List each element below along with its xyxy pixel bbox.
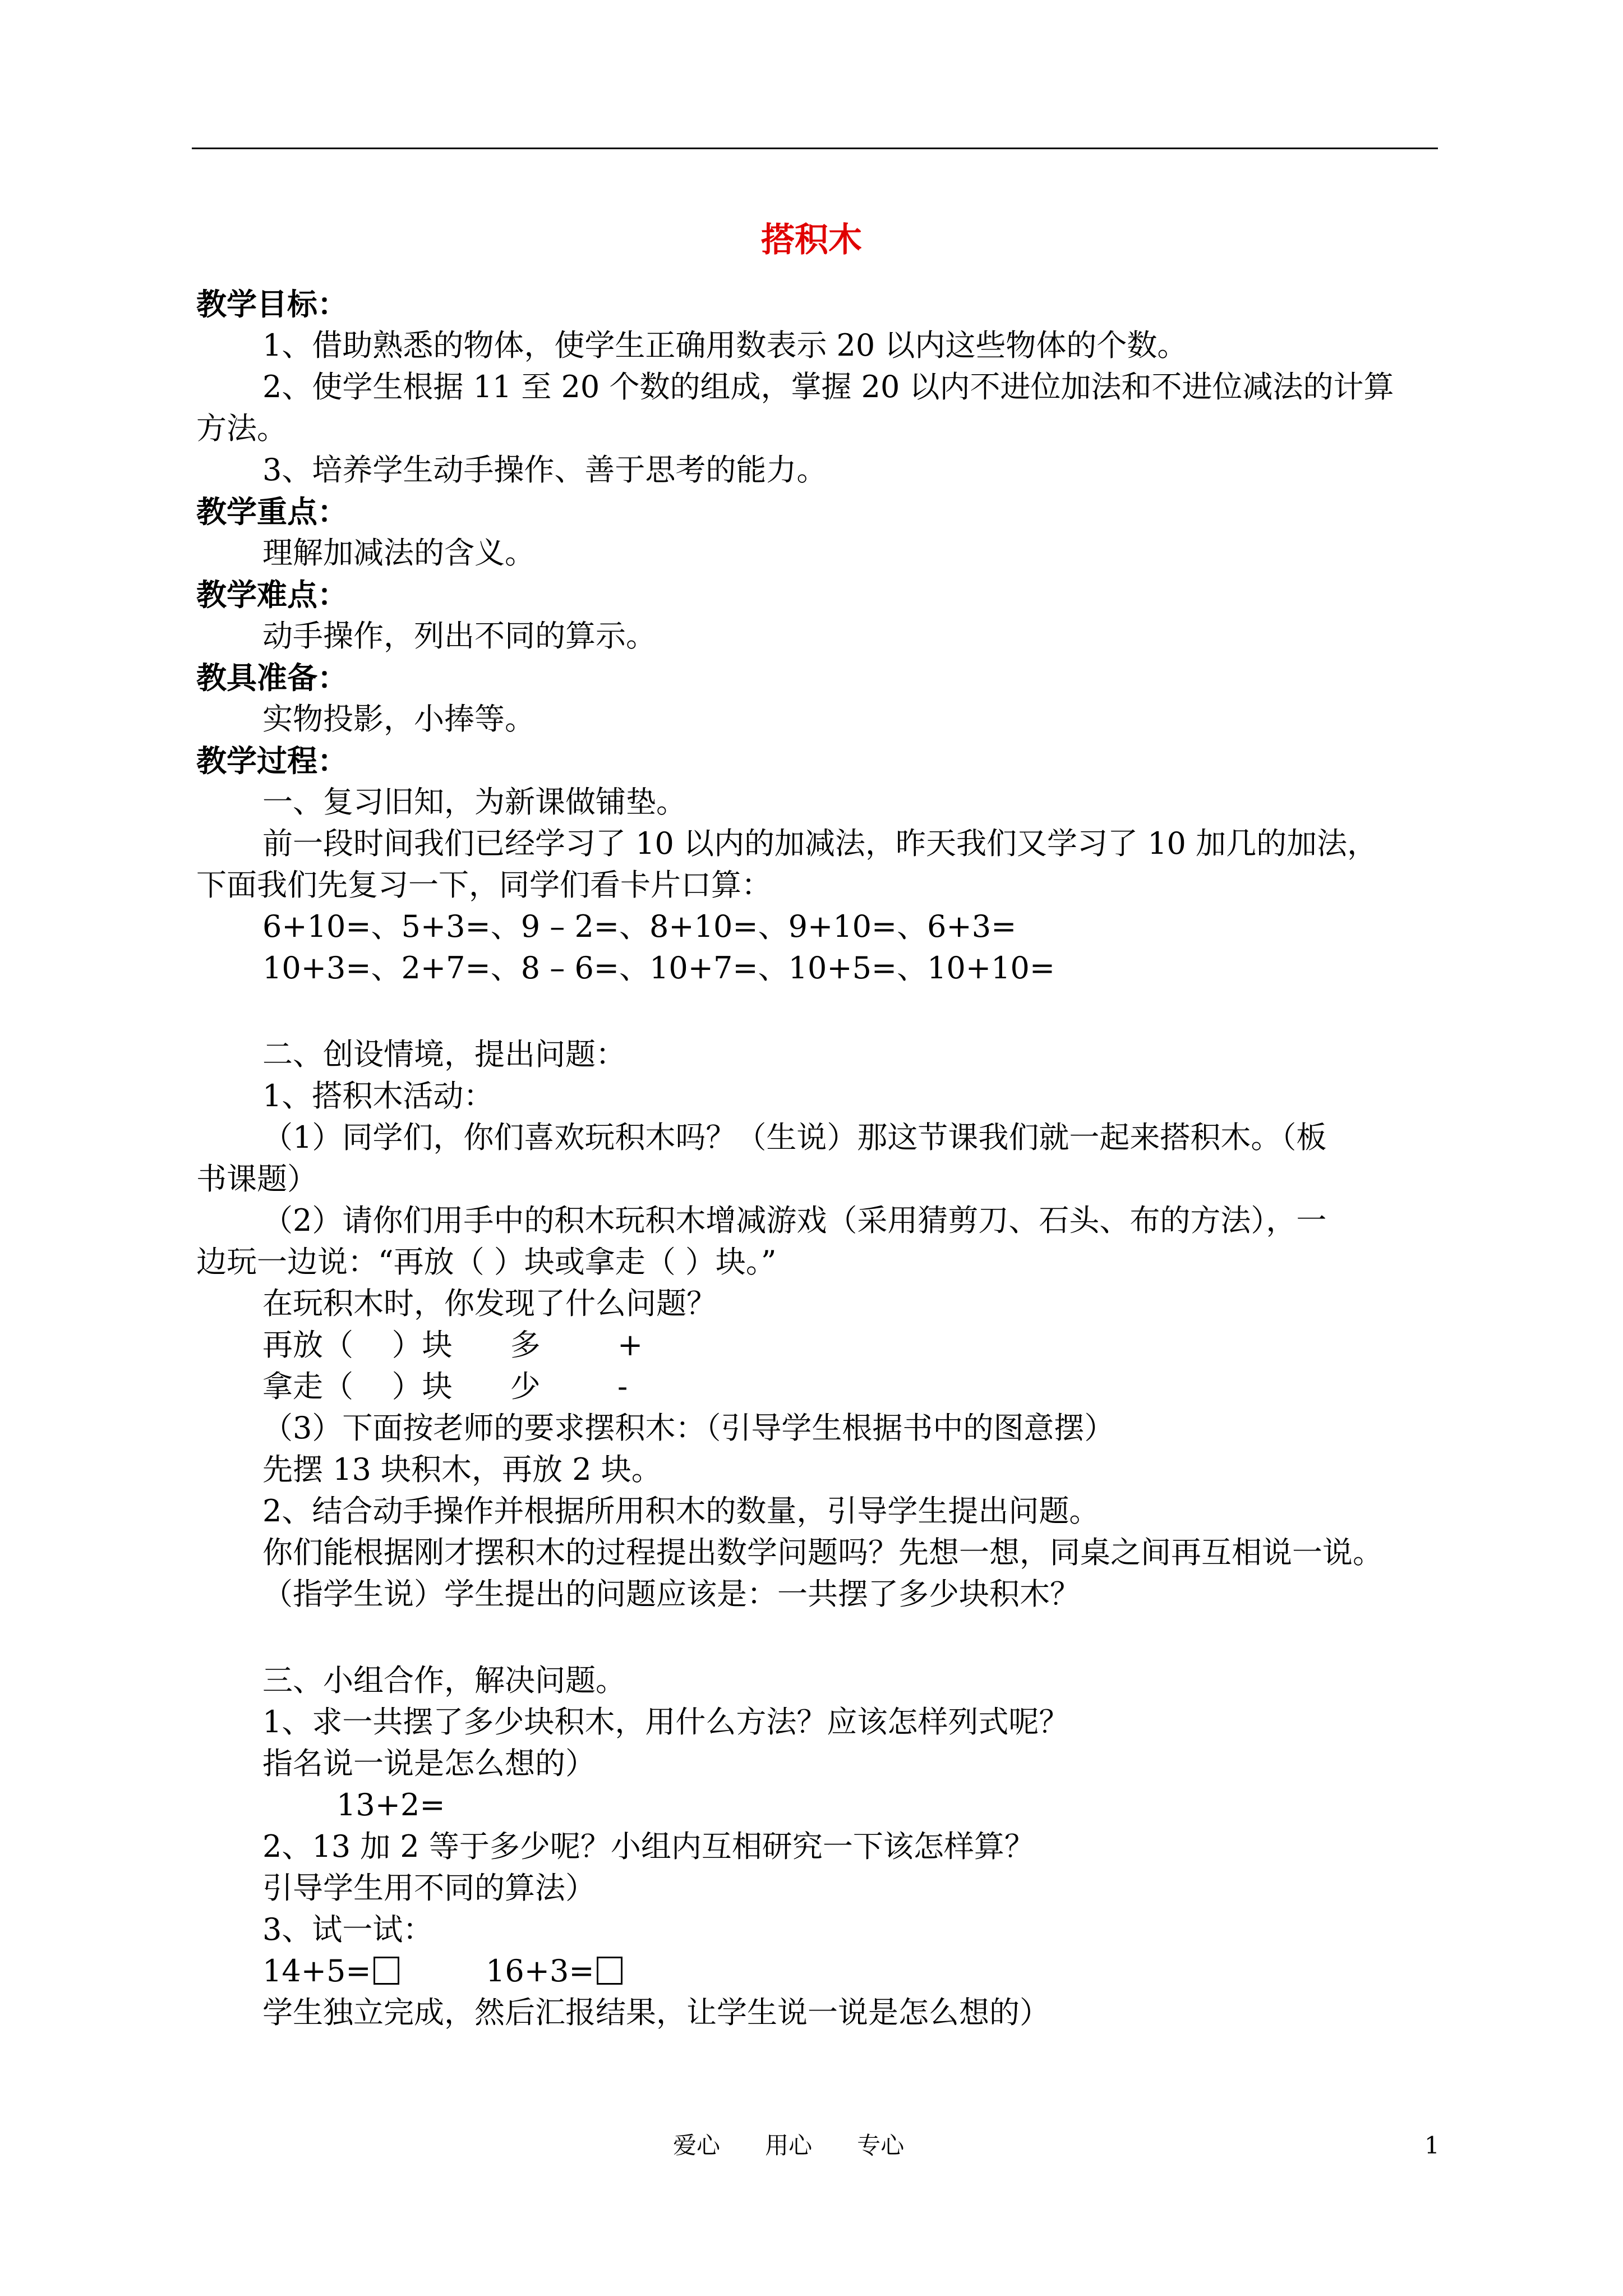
- goal-item: 3、培养学生动手操作、善于思考的能力。: [262, 452, 827, 487]
- paragraph-line: 下面我们先复习一下，同学们看卡片口算：: [196, 867, 772, 903]
- equation: 16+3=: [486, 1953, 594, 1989]
- header-rule: [192, 148, 1438, 149]
- equation: 14+5=: [262, 1953, 371, 1989]
- paragraph-line: 学生独立完成，然后汇报结果，让学生说一说是怎么想的）: [262, 1995, 1050, 2030]
- comparison-row: [196, 1366, 1447, 1407]
- sub-step: 1、求一共摆了多少块积木，用什么方法？应该怎样列式呢？: [262, 1704, 1069, 1740]
- document-body: [196, 283, 1447, 2033]
- comparison-sign: -: [617, 1369, 628, 1404]
- difficulty-text: 动手操作，列出不同的算示。: [262, 618, 656, 654]
- tools-text: 实物投影，小捧等。: [262, 701, 535, 737]
- paragraph-line: （指学生说）学生提出的问题应该是：一共摆了多少块积木？: [262, 1576, 1080, 1612]
- paragraph-line: 在玩积木时，你发现了什么问题？: [262, 1286, 717, 1321]
- comparison-action: 再放（ ）块: [262, 1327, 453, 1363]
- paragraph-line: （3）下面按老师的要求摆积木：（引导学生根据书中的图意摆）: [262, 1410, 1115, 1446]
- paragraph-line: 前一段时间我们已经学习了 10 以内的加减法，昨天我们又学习了 10 加几的加法，: [262, 826, 1378, 861]
- answer-box: [597, 1957, 623, 1985]
- paragraph-line: 边玩一边说：“再放（ ）块或拿走（ ）块。”: [196, 1244, 777, 1280]
- tools-heading: 教具准备：: [196, 660, 348, 696]
- paragraph-line: 引导学生用不同的算法）: [262, 1870, 596, 1906]
- key-heading: 教学重点：: [196, 494, 348, 530]
- difficulty-heading: 教学难点：: [196, 577, 348, 613]
- sub-step: 2、结合动手操作并根据所用积木的数量，引导学生提出问题。: [262, 1493, 1100, 1529]
- footer-motto: 爱心 用心 专心: [673, 2132, 905, 2159]
- comparison-word: 少: [510, 1369, 541, 1404]
- answer-box: [374, 1957, 399, 1985]
- paragraph-line: 指名说一说是怎么想的）: [262, 1746, 596, 1781]
- step-title: 三、小组合作，解决问题。: [262, 1663, 626, 1698]
- sub-step: 1、搭积木活动：: [262, 1078, 494, 1114]
- oral-arithmetic-row: 6+10=、5+3=、9 – 2=、8+10=、9+10=、6+3=: [262, 909, 1017, 944]
- key-text: 理解加减法的含义。: [262, 535, 535, 570]
- paragraph-line: 先摆 13 块积木，再放 2 块。: [262, 1452, 662, 1487]
- sub-step: 3、试一试：: [262, 1912, 434, 1947]
- equation: 13+2=: [336, 1787, 445, 1823]
- comparison-sign: +: [617, 1327, 643, 1363]
- sub-step: 2、13 加 2 等于多少呢？小组内互相研究一下该怎样算？: [262, 1829, 1035, 1864]
- step-title: 一、复习旧知，为新课做铺垫。: [262, 784, 686, 820]
- goals-heading: 教学目标：: [196, 286, 348, 322]
- paragraph-line: （2）请你们用手中的积木玩积木增减游戏（采用猜剪刀、石头、布的方法），一: [262, 1203, 1327, 1238]
- page-title: 搭积木: [761, 220, 862, 260]
- paragraph-line: 你们能根据刚才摆积木的过程提出数学问题吗？先想一想，同桌之间再互相说一说。: [262, 1535, 1383, 1570]
- comparison-action: 拿走（ ）块: [262, 1369, 453, 1404]
- step-title: 二、创设情境，提出问题：: [262, 1037, 626, 1072]
- goal-item-continued: 方法。: [196, 411, 287, 446]
- paragraph-line: 书课题）: [196, 1161, 317, 1197]
- try-equations-row: [196, 1950, 1447, 1992]
- paragraph-line: （1）同学们，你们喜欢玩积木吗？（生说）那这节课我们就一起来搭积木。（板: [262, 1120, 1327, 1155]
- comparison-row: [196, 1324, 1447, 1366]
- comparison-word: 多: [510, 1327, 541, 1363]
- goal-item: 2、使学生根据 11 至 20 个数的组成，掌握 20 以内不进位加法和不进位减法的计算: [262, 369, 1394, 404]
- page-number: 1: [1424, 2132, 1440, 2159]
- oral-arithmetic-row: 10+3=、2+7=、8 – 6=、10+7=、10+5=、10+10=: [262, 950, 1055, 986]
- process-heading: 教学过程：: [196, 743, 348, 779]
- goal-item: 1、借助熟悉的物体，使学生正确用数表示 20 以内这些物体的个数。: [262, 328, 1188, 363]
